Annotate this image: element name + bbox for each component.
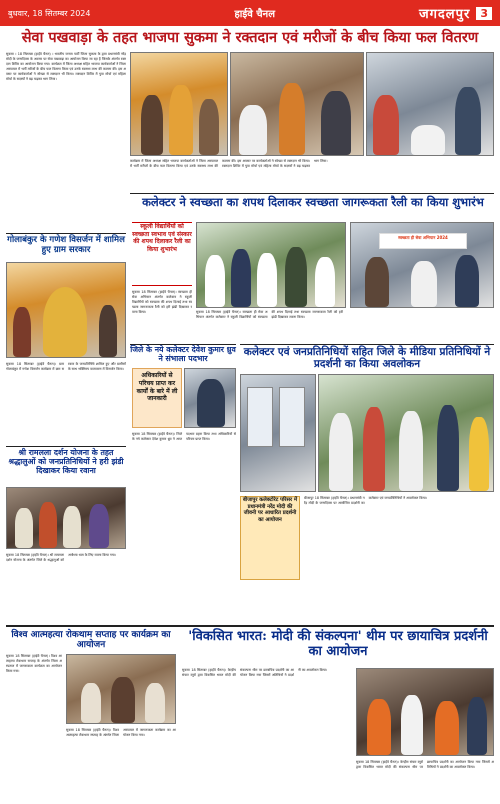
paper-name: हाईवे चैनल xyxy=(234,9,275,20)
story5-photo-collector xyxy=(184,368,236,428)
story1-body xyxy=(6,52,126,232)
story5-headline: जिले के नये कलेक्टर देवेश कुमार ध्रुव ने संभाला पदभार xyxy=(130,345,236,363)
story7-photo xyxy=(66,654,176,724)
divider xyxy=(6,233,126,234)
city-name: जगदलपुर xyxy=(418,7,471,22)
date-line: बुधवार, 18 सितम्बर 2024 xyxy=(8,8,91,18)
story8-body: सुकमा 18 सितम्बर (हाईवे चैनल)। केन्द्रीय संचार ब्यूरो द्वारा विकसित भारत मोदी की संकल्पना थीम पर छायाचित्र प्रदर्शनी का आयोजन किया गया जिसमें अतिथियों ने प्रदर्शनी का अवलोकन किया। xyxy=(182,668,328,678)
masthead xyxy=(0,0,500,26)
story1-headline: सेवा पखवाड़ा के तहत भाजपा सुकमा ने रक्तदान एवं मरीजों के बीच किया फल वितरण xyxy=(21,29,479,46)
story2-photo-ganesh xyxy=(6,262,126,358)
story3-body: सुकमा 18 सितम्बर (हाईवे चैनल)। स्वच्छता ही सेवा अभियान अंतर्गत कलेक्टर ने स्कूली विद्यार्थियों को स्वच्छता की शपथ दिलाई तथा स्वच्छता जागरूकता रैली को हरी झंडी दिखाकर रवाना किया। xyxy=(196,310,343,320)
story1-photo-main xyxy=(130,52,228,156)
story6-body: बीजापुर 18 सितम्बर (हाईवे चैनल)। प्रधानमंत्री नरेंद्र मोदी के जन्मदिवस पर आयोजित प्रदर्शनी का कलेक्टर एवं जनप्रतिनिधियों ने अवलोकन किया। xyxy=(304,496,427,506)
story1-lede: सुकमा । 18 सितम्बर (हाईवे चैनल) । भारतीय जनता पार्टी जिला सुकमा के द्वारा प्रधानमंत्री नरेंद्र मोदी के जन्मदिवस के अवसर पर सेवा पखवाड़ा का आयोजन किया जा रहा है जिसके अंतर्गत रक्तदान शिविर का आयोजन किया गया। xyxy=(6,52,126,67)
story4-body: सुकमा 18 सितम्बर (हाईवे चैनल)। श्री रामलला दर्शन योजना के अंतर्गत जिले के श्रद्धालुओं को अयोध्या धाम के लिए रवाना किया गया। xyxy=(6,553,116,563)
story3-body-left: सुकमा 18 सितम्बर (हाईवे चैनल)। स्वच्छता ही सेवा अभियान अंतर्गत कलेक्टर ने स्कूली विद्यार्थियों को स्वच्छता की शपथ दिलाई तथा स्वच्छता जागरूकता रैली को हरी झंडी दिखाकर रवाना किया। xyxy=(132,290,192,315)
story6-photo-display-boards xyxy=(240,374,316,492)
story6-headline: कलेक्टर एवं जनप्रतिनिधियों सहित जिले के मीडिया प्रतिनिधियों ने प्रदर्शनी का किया अवलोकन xyxy=(243,346,491,371)
divider xyxy=(130,193,494,194)
story1-photo-blood-donation xyxy=(230,52,364,156)
story7-headline: विश्व आत्महत्या रोकथाम सप्ताह पर कार्यक्रम का आयोजन xyxy=(11,630,171,651)
story3-photo-pledge xyxy=(350,222,494,308)
story6-photo-visitors xyxy=(318,374,494,492)
story3-photo-rally xyxy=(196,222,346,308)
story8-body-right: सुकमा 18 सितम्बर (हाईवे चैनल)। केन्द्रीय संचार ब्यूरो द्वारा विकसित भारत मोदी की संकल्पना थीम पर छायाचित्र प्रदर्शनी का आयोजन किया गया जिसमें अतिथियों ने प्रदर्शनी का अवलोकन किया। xyxy=(356,760,494,770)
story8-headline: 'विकसित भारत: मोदी की संकल्पना' थीम पर छायाचित्र प्रदर्शनी का आयोजन xyxy=(188,629,488,659)
story5-body: सुकमा 18 सितम्बर (हाईवे चैनल)। जिले के नये कलेक्टर देवेश कुमार ध्रुव ने आज पदभार ग्रहण किया तथा अधिकारियों से परिचय प्राप्त किया। xyxy=(132,432,236,442)
story4-photo-pilgrims xyxy=(6,487,126,549)
swachhata-banner: स्वच्छता ही सेवा अभियान 2024 xyxy=(379,233,467,249)
divider xyxy=(6,625,494,627)
story3-headline: कलेक्टर ने स्वच्छता का शपथ दिलाकर स्वच्छता जागरूकता रैली का किया शुभारंभ xyxy=(142,195,484,209)
story1-body-text: कार्यक्रम में जिला अध्यक्ष सहित भाजपा कार्यकर्ताओं ने जिला अस्पताल में भर्ती मरीजों के बीच फल वितरण किया एवं उनके स्वास्थ्य लाभ की कामना की। इस अवसर पर कार्यकर्ताओं ने स्वेच्छा से रक्तदान भी किया। रक्तदान शिविर में युवा मोर्चा एवं महिला मोर्चा के सदस्यों ने बढ़ चढ़कर भाग लिया। xyxy=(6,62,126,82)
story5-callout: अधिकारियों से परिचय प्राप्त कर कार्यों के बारे में ली जानकारी xyxy=(132,368,182,428)
story4-headline: श्री रामलला दर्शन योजना के तहत श्रद्धालुओं को जनप्रतिनिधियों ने हरी झंडी दिखाकर किया रवाना xyxy=(8,448,124,475)
story7-body: सुकमा 18 सितम्बर (हाईवे चैनल)। विश्व आत्महत्या रोकथाम सप्ताह के अंतर्गत जिला अस्पताल में जागरूकता कार्यक्रम का आयोजन किया गया। xyxy=(66,728,176,738)
story2-body: सुकमा 18 सितम्बर (हाईवे चैनल)। ग्राम गोलाबंकुर में गणेश विसर्जन कार्यक्रम में ग्राम सरकार के जनप्रतिनिधि शामिल हुए और ग्रामीणों के साथ भक्तिमय वातावरण में विसर्जन किया। xyxy=(6,362,126,372)
story3-callout: स्कूली विद्यार्थियों को स्वच्छता स्वभाव एवं संस्कार की शपथ दिलाकर रैली का किया शुभारंभ xyxy=(132,222,192,286)
story1-continued: कार्यक्रम में जिला अध्यक्ष सहित भाजपा कार्यकर्ताओं ने जिला अस्पताल में भर्ती मरीजों के बीच फल वितरण किया एवं उनके स्वास्थ्य लाभ की कामना की। इस अवसर पर कार्यकर्ताओं ने स्वेच्छा से रक्तदान भी किया। रक्तदान शिविर में युवा मोर्चा एवं महिला मोर्चा के सदस्यों ने बढ़ चढ़कर भाग लिया। xyxy=(130,159,328,169)
page-number: 3 xyxy=(476,7,492,20)
story8-photo-exhibition xyxy=(356,668,494,756)
divider xyxy=(6,446,126,447)
story1-photo-hospital xyxy=(366,52,494,156)
story6-callout: बीजापुर कलेक्टोरेट परिसर में प्रधानमंत्री नरेंद्र मोदी की जीवनी पर आधारित प्रदर्शनी का आयोजन xyxy=(240,496,300,580)
story2-headline: गोलाबंकुर के गणेश विसर्जन में शामिल हुए ग्राम सरकार xyxy=(7,235,125,255)
divider xyxy=(240,344,494,345)
story7-body-left: सुकमा 18 सितम्बर (हाईवे चैनल)। विश्व आत्महत्या रोकथाम सप्ताह के अंतर्गत जिला अस्पताल में जागरूकता कार्यक्रम का आयोजन किया गया। xyxy=(6,654,62,674)
